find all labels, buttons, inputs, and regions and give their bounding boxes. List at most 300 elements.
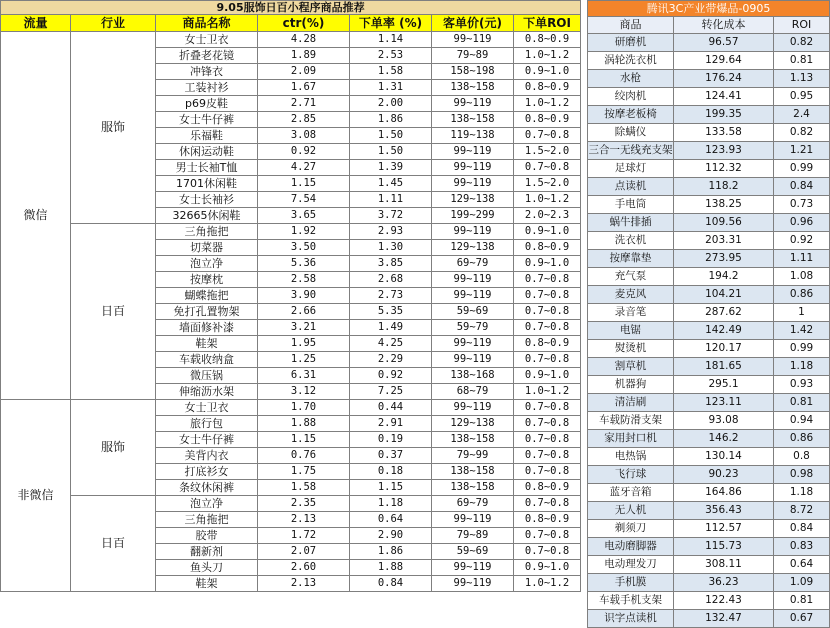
table-row bbox=[1, 496, 581, 512]
table-row bbox=[1, 400, 581, 416]
unit-price-cell: 99~119 bbox=[432, 32, 514, 48]
order-rate-cell: 1.86 bbox=[350, 544, 432, 560]
order-rate-cell: 2.00 bbox=[350, 96, 432, 112]
product-name-cell: 美背内衣 bbox=[156, 448, 258, 464]
product-cell: 割草机 bbox=[588, 358, 674, 376]
order-rate-cell: 1.49 bbox=[350, 320, 432, 336]
order-rate-cell: 1.31 bbox=[350, 80, 432, 96]
table-row bbox=[588, 124, 830, 142]
unit-price-cell: 158~198 bbox=[432, 64, 514, 80]
product-cell: 录音笔 bbox=[588, 304, 674, 322]
unit-price-cell: 69~79 bbox=[432, 496, 514, 512]
ctr-cell: 3.12 bbox=[258, 384, 350, 400]
conversion-cost-cell: 123.93 bbox=[674, 142, 774, 160]
table-row bbox=[588, 538, 830, 556]
order-rate-cell: 0.18 bbox=[350, 464, 432, 480]
unit-price-cell: 79~89 bbox=[432, 528, 514, 544]
unit-price-cell: 69~79 bbox=[432, 256, 514, 272]
order-rate-cell: 1.15 bbox=[350, 480, 432, 496]
conversion-cost-cell: 194.2 bbox=[674, 268, 774, 286]
order-rate-cell: 0.44 bbox=[350, 400, 432, 416]
unit-price-cell: 129~138 bbox=[432, 416, 514, 432]
product-name-cell: p69皮鞋 bbox=[156, 96, 258, 112]
order-roi-cell: 0.7~0.8 bbox=[514, 544, 581, 560]
ctr-cell: 1.92 bbox=[258, 224, 350, 240]
unit-price-cell: 99~119 bbox=[432, 336, 514, 352]
conversion-cost-cell: 146.2 bbox=[674, 430, 774, 448]
conversion-cost-cell: 120.17 bbox=[674, 340, 774, 358]
product-name-cell: 女士长袖衫 bbox=[156, 192, 258, 208]
product-cell: 车载手机支架 bbox=[588, 592, 674, 610]
order-roi-cell: 2.0~2.3 bbox=[514, 208, 581, 224]
unit-price-cell: 138~168 bbox=[432, 368, 514, 384]
product-cell: 水枪 bbox=[588, 70, 674, 88]
order-roi-cell: 0.7~0.8 bbox=[514, 288, 581, 304]
roi-cell: 0.98 bbox=[774, 466, 830, 484]
product-cell: 点读机 bbox=[588, 178, 674, 196]
unit-price-cell: 99~119 bbox=[432, 560, 514, 576]
roi-cell: 1.08 bbox=[774, 268, 830, 286]
conversion-cost-cell: 90.23 bbox=[674, 466, 774, 484]
product-cell: 三合一无线充支架 bbox=[588, 142, 674, 160]
conversion-cost-cell: 273.95 bbox=[674, 250, 774, 268]
roi-cell: 0.83 bbox=[774, 538, 830, 556]
product-name-cell: 旅行包 bbox=[156, 416, 258, 432]
header-product-name: 商品名称 bbox=[156, 15, 258, 32]
order-roi-cell: 0.7~0.8 bbox=[514, 352, 581, 368]
table-row bbox=[588, 34, 830, 52]
unit-price-cell: 99~119 bbox=[432, 400, 514, 416]
header-flow: 流量 bbox=[1, 15, 71, 32]
ctr-cell: 2.71 bbox=[258, 96, 350, 112]
unit-price-cell: 99~119 bbox=[432, 160, 514, 176]
order-rate-cell: 1.14 bbox=[350, 32, 432, 48]
roi-cell: 0.92 bbox=[774, 232, 830, 250]
header-product: 商品 bbox=[588, 17, 674, 34]
order-rate-cell: 1.11 bbox=[350, 192, 432, 208]
order-rate-cell: 3.85 bbox=[350, 256, 432, 272]
table-row bbox=[588, 412, 830, 430]
order-roi-cell: 1.5~2.0 bbox=[514, 144, 581, 160]
ctr-cell: 2.13 bbox=[258, 512, 350, 528]
product-cell: 手机膜 bbox=[588, 574, 674, 592]
table-row bbox=[588, 142, 830, 160]
unit-price-cell: 68~79 bbox=[432, 384, 514, 400]
product-name-cell: 鞋架 bbox=[156, 336, 258, 352]
roi-cell: 0.8 bbox=[774, 448, 830, 466]
order-rate-cell: 3.72 bbox=[350, 208, 432, 224]
product-name-cell: 32665休闲鞋 bbox=[156, 208, 258, 224]
product-name-cell: 打底衫女 bbox=[156, 464, 258, 480]
conversion-cost-cell: 112.57 bbox=[674, 520, 774, 538]
order-rate-cell: 0.37 bbox=[350, 448, 432, 464]
order-roi-cell: 0.7~0.8 bbox=[514, 416, 581, 432]
order-rate-cell: 0.92 bbox=[350, 368, 432, 384]
order-rate-cell: 2.91 bbox=[350, 416, 432, 432]
ctr-cell: 2.58 bbox=[258, 272, 350, 288]
order-roi-cell: 0.8~0.9 bbox=[514, 512, 581, 528]
conversion-cost-cell: 132.47 bbox=[674, 610, 774, 628]
product-cell: 电热锅 bbox=[588, 448, 674, 466]
header-ctr: ctr(%) bbox=[258, 15, 350, 32]
roi-cell: 0.81 bbox=[774, 592, 830, 610]
product-cell: 车载防滑支架 bbox=[588, 412, 674, 430]
product-cell: 按摩靠垫 bbox=[588, 250, 674, 268]
conversion-cost-cell: 122.43 bbox=[674, 592, 774, 610]
ctr-cell: 1.15 bbox=[258, 432, 350, 448]
ctr-cell: 3.65 bbox=[258, 208, 350, 224]
product-name-cell: 1701休闲鞋 bbox=[156, 176, 258, 192]
table-row bbox=[588, 448, 830, 466]
order-rate-cell: 0.64 bbox=[350, 512, 432, 528]
product-name-cell: 微压锅 bbox=[156, 368, 258, 384]
flow-cell: 微信 bbox=[1, 32, 71, 400]
unit-price-cell: 79~89 bbox=[432, 48, 514, 64]
conversion-cost-cell: 138.25 bbox=[674, 196, 774, 214]
3c-hot-products-table bbox=[587, 0, 830, 628]
roi-cell: 1.18 bbox=[774, 358, 830, 376]
conversion-cost-cell: 130.14 bbox=[674, 448, 774, 466]
order-roi-cell: 0.8~0.9 bbox=[514, 112, 581, 128]
product-cell: 足球灯 bbox=[588, 160, 674, 178]
conversion-cost-cell: 112.32 bbox=[674, 160, 774, 178]
table-row bbox=[588, 178, 830, 196]
ctr-cell: 1.89 bbox=[258, 48, 350, 64]
conversion-cost-cell: 295.1 bbox=[674, 376, 774, 394]
order-rate-cell: 1.30 bbox=[350, 240, 432, 256]
product-name-cell: 女士牛仔裤 bbox=[156, 112, 258, 128]
table-row bbox=[588, 484, 830, 502]
order-rate-cell: 1.39 bbox=[350, 160, 432, 176]
industry-cell: 服饰 bbox=[71, 32, 156, 224]
table-row bbox=[588, 556, 830, 574]
order-rate-cell: 1.18 bbox=[350, 496, 432, 512]
conversion-cost-cell: 142.49 bbox=[674, 322, 774, 340]
order-roi-cell: 0.7~0.8 bbox=[514, 432, 581, 448]
ctr-cell: 3.08 bbox=[258, 128, 350, 144]
order-roi-cell: 0.7~0.8 bbox=[514, 320, 581, 336]
order-rate-cell: 4.25 bbox=[350, 336, 432, 352]
table-row bbox=[588, 520, 830, 538]
product-cell: 识字点读机 bbox=[588, 610, 674, 628]
ctr-cell: 1.88 bbox=[258, 416, 350, 432]
product-name-cell: 冲锋衣 bbox=[156, 64, 258, 80]
unit-price-cell: 59~79 bbox=[432, 320, 514, 336]
conversion-cost-cell: 164.86 bbox=[674, 484, 774, 502]
product-name-cell: 女士牛仔裤 bbox=[156, 432, 258, 448]
unit-price-cell: 59~69 bbox=[432, 304, 514, 320]
product-cell: 绞肉机 bbox=[588, 88, 674, 106]
ctr-cell: 1.15 bbox=[258, 176, 350, 192]
right-table-title: 腾讯3C产业带爆品-0905 bbox=[588, 1, 830, 17]
order-roi-cell: 1.0~1.2 bbox=[514, 192, 581, 208]
product-cell: 手电筒 bbox=[588, 196, 674, 214]
unit-price-cell: 129~138 bbox=[432, 240, 514, 256]
order-roi-cell: 0.8~0.9 bbox=[514, 80, 581, 96]
roi-cell: 0.99 bbox=[774, 340, 830, 358]
ctr-cell: 7.54 bbox=[258, 192, 350, 208]
order-roi-cell: 1.0~1.2 bbox=[514, 96, 581, 112]
order-roi-cell: 1.0~1.2 bbox=[514, 48, 581, 64]
table-row bbox=[588, 106, 830, 124]
order-roi-cell: 1.5~2.0 bbox=[514, 176, 581, 192]
roi-cell: 1.09 bbox=[774, 574, 830, 592]
unit-price-cell: 59~69 bbox=[432, 544, 514, 560]
ctr-cell: 2.85 bbox=[258, 112, 350, 128]
order-rate-cell: 1.50 bbox=[350, 144, 432, 160]
ctr-cell: 3.50 bbox=[258, 240, 350, 256]
table-row bbox=[588, 322, 830, 340]
roi-cell: 1.21 bbox=[774, 142, 830, 160]
product-cell: 研磨机 bbox=[588, 34, 674, 52]
table-row bbox=[588, 88, 830, 106]
roi-cell: 0.81 bbox=[774, 394, 830, 412]
roi-cell: 2.4 bbox=[774, 106, 830, 124]
product-cell: 电动磨脚器 bbox=[588, 538, 674, 556]
product-cell: 洗衣机 bbox=[588, 232, 674, 250]
roi-cell: 0.82 bbox=[774, 34, 830, 52]
conversion-cost-cell: 308.11 bbox=[674, 556, 774, 574]
industry-cell: 服饰 bbox=[71, 400, 156, 496]
order-roi-cell: 0.7~0.8 bbox=[514, 128, 581, 144]
ctr-cell: 1.75 bbox=[258, 464, 350, 480]
order-rate-cell: 2.73 bbox=[350, 288, 432, 304]
conversion-cost-cell: 133.58 bbox=[674, 124, 774, 142]
table-row bbox=[1, 32, 581, 48]
header-order-rate: 下单率 (%) bbox=[350, 15, 432, 32]
product-name-cell: 胶带 bbox=[156, 528, 258, 544]
conversion-cost-cell: 96.57 bbox=[674, 34, 774, 52]
roi-cell: 1 bbox=[774, 304, 830, 322]
ctr-cell: 2.09 bbox=[258, 64, 350, 80]
industry-cell: 日百 bbox=[71, 496, 156, 592]
unit-price-cell: 138~158 bbox=[432, 112, 514, 128]
conversion-cost-cell: 36.23 bbox=[674, 574, 774, 592]
product-cell: 清洁刷 bbox=[588, 394, 674, 412]
roi-cell: 0.96 bbox=[774, 214, 830, 232]
table-row bbox=[588, 160, 830, 178]
table-row bbox=[588, 466, 830, 484]
order-roi-cell: 0.9~1.0 bbox=[514, 64, 581, 80]
order-roi-cell: 0.9~1.0 bbox=[514, 224, 581, 240]
order-roi-cell: 0.7~0.8 bbox=[514, 464, 581, 480]
order-roi-cell: 0.9~1.0 bbox=[514, 560, 581, 576]
roi-cell: 0.84 bbox=[774, 178, 830, 196]
header-order-roi: 下单ROI bbox=[514, 15, 581, 32]
conversion-cost-cell: 93.08 bbox=[674, 412, 774, 430]
unit-price-cell: 199~299 bbox=[432, 208, 514, 224]
conversion-cost-cell: 199.35 bbox=[674, 106, 774, 124]
product-name-cell: 鞋架 bbox=[156, 576, 258, 592]
unit-price-cell: 99~119 bbox=[432, 176, 514, 192]
product-name-cell: 男士长袖T恤 bbox=[156, 160, 258, 176]
product-cell: 剃须刀 bbox=[588, 520, 674, 538]
industry-cell: 日百 bbox=[71, 224, 156, 400]
product-name-cell: 折叠老花镜 bbox=[156, 48, 258, 64]
ctr-cell: 0.76 bbox=[258, 448, 350, 464]
order-roi-cell: 1.0~1.2 bbox=[514, 384, 581, 400]
order-roi-cell: 0.7~0.8 bbox=[514, 160, 581, 176]
conversion-cost-cell: 181.65 bbox=[674, 358, 774, 376]
roi-cell: 0.67 bbox=[774, 610, 830, 628]
unit-price-cell: 138~158 bbox=[432, 480, 514, 496]
header-conversion-cost: 转化成本 bbox=[674, 17, 774, 34]
unit-price-cell: 99~119 bbox=[432, 96, 514, 112]
roi-cell: 0.64 bbox=[774, 556, 830, 574]
order-roi-cell: 0.8~0.9 bbox=[514, 336, 581, 352]
product-name-cell: 三角拖把 bbox=[156, 224, 258, 240]
table-row bbox=[588, 196, 830, 214]
ctr-cell: 1.25 bbox=[258, 352, 350, 368]
header-roi: ROI bbox=[774, 17, 830, 34]
table-row bbox=[588, 250, 830, 268]
table-row bbox=[1, 224, 581, 240]
product-name-cell: 车载收纳盒 bbox=[156, 352, 258, 368]
order-roi-cell: 1.0~1.2 bbox=[514, 576, 581, 592]
ctr-cell: 4.28 bbox=[258, 32, 350, 48]
product-cell: 家用封口机 bbox=[588, 430, 674, 448]
order-roi-cell: 0.7~0.8 bbox=[514, 448, 581, 464]
conversion-cost-cell: 118.2 bbox=[674, 178, 774, 196]
ctr-cell: 2.66 bbox=[258, 304, 350, 320]
ctr-cell: 2.13 bbox=[258, 576, 350, 592]
roi-cell: 1.42 bbox=[774, 322, 830, 340]
roi-cell: 0.94 bbox=[774, 412, 830, 430]
product-cell: 蜗牛排插 bbox=[588, 214, 674, 232]
ctr-cell: 3.90 bbox=[258, 288, 350, 304]
table-row bbox=[588, 358, 830, 376]
header-unit-price: 客单价(元) bbox=[432, 15, 514, 32]
product-cell: 电动理发刀 bbox=[588, 556, 674, 574]
product-name-cell: 按摩枕 bbox=[156, 272, 258, 288]
unit-price-cell: 119~138 bbox=[432, 128, 514, 144]
unit-price-cell: 79~99 bbox=[432, 448, 514, 464]
header-industry: 行业 bbox=[71, 15, 156, 32]
unit-price-cell: 99~119 bbox=[432, 144, 514, 160]
product-name-cell: 蝴蝶拖把 bbox=[156, 288, 258, 304]
product-name-cell: 女士卫衣 bbox=[156, 32, 258, 48]
ctr-cell: 1.58 bbox=[258, 480, 350, 496]
order-roi-cell: 0.7~0.8 bbox=[514, 400, 581, 416]
ctr-cell: 2.60 bbox=[258, 560, 350, 576]
unit-price-cell: 138~158 bbox=[432, 80, 514, 96]
unit-price-cell: 129~138 bbox=[432, 192, 514, 208]
ctr-cell: 1.67 bbox=[258, 80, 350, 96]
left-table-title: 9.05服饰日百小程序商品推荐 bbox=[1, 1, 581, 15]
order-roi-cell: 0.9~1.0 bbox=[514, 256, 581, 272]
table-row bbox=[588, 574, 830, 592]
table-row bbox=[588, 430, 830, 448]
unit-price-cell: 99~119 bbox=[432, 576, 514, 592]
roi-cell: 0.86 bbox=[774, 430, 830, 448]
product-cell: 电锯 bbox=[588, 322, 674, 340]
roi-cell: 0.84 bbox=[774, 520, 830, 538]
unit-price-cell: 99~119 bbox=[432, 272, 514, 288]
product-cell: 飞行球 bbox=[588, 466, 674, 484]
order-rate-cell: 2.90 bbox=[350, 528, 432, 544]
product-name-cell: 工装衬衫 bbox=[156, 80, 258, 96]
ctr-cell: 6.31 bbox=[258, 368, 350, 384]
table-row bbox=[588, 70, 830, 88]
ctr-cell: 2.35 bbox=[258, 496, 350, 512]
ctr-cell: 5.36 bbox=[258, 256, 350, 272]
roi-cell: 1.13 bbox=[774, 70, 830, 88]
order-roi-cell: 0.9~1.0 bbox=[514, 368, 581, 384]
ctr-cell: 1.95 bbox=[258, 336, 350, 352]
order-roi-cell: 0.8~0.9 bbox=[514, 32, 581, 48]
order-rate-cell: 2.93 bbox=[350, 224, 432, 240]
conversion-cost-cell: 115.73 bbox=[674, 538, 774, 556]
conversion-cost-cell: 356.43 bbox=[674, 502, 774, 520]
unit-price-cell: 99~119 bbox=[432, 288, 514, 304]
order-rate-cell: 1.58 bbox=[350, 64, 432, 80]
order-rate-cell: 1.45 bbox=[350, 176, 432, 192]
order-rate-cell: 0.19 bbox=[350, 432, 432, 448]
order-rate-cell: 7.25 bbox=[350, 384, 432, 400]
roi-cell: 0.99 bbox=[774, 160, 830, 178]
ctr-cell: 2.07 bbox=[258, 544, 350, 560]
table-row bbox=[588, 214, 830, 232]
unit-price-cell: 99~119 bbox=[432, 512, 514, 528]
product-name-cell: 伸缩沥水架 bbox=[156, 384, 258, 400]
ctr-cell: 4.27 bbox=[258, 160, 350, 176]
product-name-cell: 三角拖把 bbox=[156, 512, 258, 528]
table-row bbox=[588, 286, 830, 304]
product-name-cell: 免打孔置物架 bbox=[156, 304, 258, 320]
table-row bbox=[588, 232, 830, 250]
roi-cell: 0.95 bbox=[774, 88, 830, 106]
order-rate-cell: 1.88 bbox=[350, 560, 432, 576]
conversion-cost-cell: 287.62 bbox=[674, 304, 774, 322]
table-row bbox=[588, 52, 830, 70]
conversion-cost-cell: 104.21 bbox=[674, 286, 774, 304]
roi-cell: 0.86 bbox=[774, 286, 830, 304]
table-row bbox=[588, 610, 830, 628]
unit-price-cell: 99~119 bbox=[432, 224, 514, 240]
product-cell: 涡轮洗衣机 bbox=[588, 52, 674, 70]
product-name-cell: 泡立净 bbox=[156, 496, 258, 512]
table-row bbox=[588, 304, 830, 322]
conversion-cost-cell: 176.24 bbox=[674, 70, 774, 88]
roi-cell: 8.72 bbox=[774, 502, 830, 520]
roi-cell: 0.81 bbox=[774, 52, 830, 70]
product-name-cell: 休闲运动鞋 bbox=[156, 144, 258, 160]
order-rate-cell: 1.86 bbox=[350, 112, 432, 128]
product-name-cell: 翻新剂 bbox=[156, 544, 258, 560]
order-rate-cell: 2.29 bbox=[350, 352, 432, 368]
product-cell: 蓝牙音箱 bbox=[588, 484, 674, 502]
order-rate-cell: 2.68 bbox=[350, 272, 432, 288]
order-rate-cell: 0.84 bbox=[350, 576, 432, 592]
product-cell: 充气泵 bbox=[588, 268, 674, 286]
order-roi-cell: 0.8~0.9 bbox=[514, 240, 581, 256]
unit-price-cell: 99~119 bbox=[432, 352, 514, 368]
table-row bbox=[588, 394, 830, 412]
table-row bbox=[588, 340, 830, 358]
product-name-cell: 条纹休闲裤 bbox=[156, 480, 258, 496]
product-name-cell: 乐福鞋 bbox=[156, 128, 258, 144]
product-name-cell: 女士卫衣 bbox=[156, 400, 258, 416]
table-row bbox=[588, 268, 830, 286]
conversion-cost-cell: 123.11 bbox=[674, 394, 774, 412]
order-rate-cell: 5.35 bbox=[350, 304, 432, 320]
order-roi-cell: 0.7~0.8 bbox=[514, 496, 581, 512]
product-cell: 机器狗 bbox=[588, 376, 674, 394]
conversion-cost-cell: 124.41 bbox=[674, 88, 774, 106]
table-row bbox=[588, 592, 830, 610]
unit-price-cell: 138~158 bbox=[432, 432, 514, 448]
roi-cell: 0.73 bbox=[774, 196, 830, 214]
